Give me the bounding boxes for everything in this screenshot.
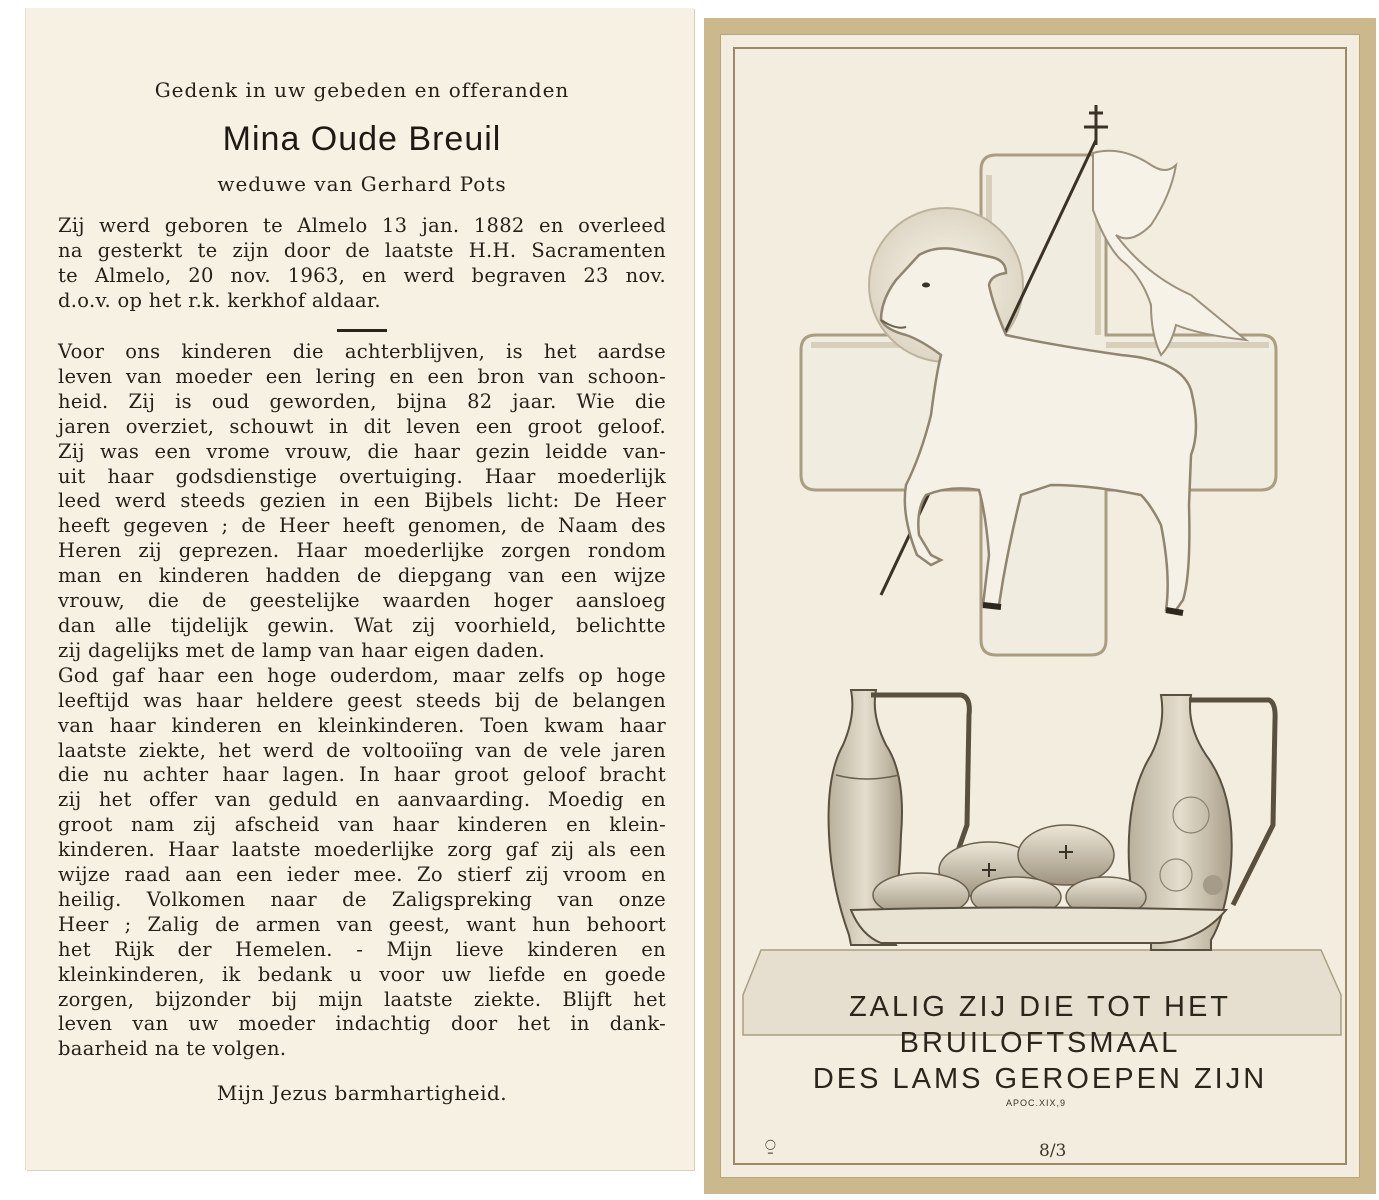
staff-cross-icon <box>1084 105 1108 145</box>
scripture-reference: APOC.XIX,9 <box>1006 1098 1067 1108</box>
text-line: man en kinderen hadden de diepgang van een wijze <box>58 564 666 588</box>
text-line: Heer ; Zalig de armen van geest, want hun behoort <box>58 912 666 936</box>
text-line: leven van uw moeder indachtig door het in dank- <box>58 1012 666 1036</box>
text-line: groot nam zij afscheid van haar kinderen en klein- <box>58 813 666 837</box>
text-line: baarheid na te volgen. <box>58 1037 287 1061</box>
text-line: zij dagelijks met de lamp van haar eigen daden. <box>58 638 546 662</box>
text-line: kleinkinderen, ik bedank u voor uw liefde en goede <box>58 962 666 986</box>
motto-line-1: ZALIG ZIJ DIE TOT HET <box>848 991 1232 1023</box>
memorial-text-card <box>26 8 694 1170</box>
text-line: jaren overziet, schouwt in dit leven een groot geloof. <box>58 414 666 438</box>
text-line: Voor ons kinderen die achterblijven, is het aardse <box>58 340 666 363</box>
motto-line-3: DES LAMS GEROEPEN ZIJN <box>812 1063 1268 1095</box>
deceased-name: Mina Oude Breuil <box>222 120 502 158</box>
text-line: leeftijd was haar heldere geest steeds bij de belangen <box>58 688 666 712</box>
bio-line: na gesterkt te zijn door de laatste H.H. Sacramenten <box>58 239 666 262</box>
divider-rule <box>337 329 387 332</box>
scripture-motto <box>721 990 1359 1096</box>
text-line: zorgen, bijzonder bij mijn laatste ziekte. Blijft het <box>58 987 666 1011</box>
text-line: zij het offer van geduld en aanvaarding. Moedig en <box>58 788 666 812</box>
publisher-monogram-icon: ⍜ <box>765 1135 776 1156</box>
motto-line-2: BRUILOFTSMAAL <box>899 1027 1181 1059</box>
card-number: 8/3 <box>1039 1141 1067 1161</box>
text-line: wijze raad aan een ieder mee. Zo stierf zij vroom en <box>58 863 666 887</box>
devotional-image-card <box>704 18 1376 1194</box>
text-line: dan alle tijdelijk gewin. Wat zij voorhield, belichtte <box>58 613 666 637</box>
text-line: heid. Zij is oud geworden, bijna 82 jaar. Wie die <box>58 389 666 413</box>
widow-line: weduwe van Gerhard Pots <box>217 172 507 196</box>
victory-banner <box>1093 151 1246 355</box>
text-line: uit haar godsdienstige overtuiging. Haar moederlijk <box>58 464 666 488</box>
text-line: Heren zij geprezen. Haar moederlijke zorgen rondom <box>58 539 666 563</box>
image-card-inner <box>720 34 1360 1178</box>
text-line: vrouw, die de geestelijke waarden hoger aansloeg <box>58 589 666 613</box>
text-line: heilig. Volkomen naar de Zaligspreking van onze <box>58 887 666 911</box>
text-line: van haar kinderen en kleinkinderen. Toen kwam haar <box>58 713 666 737</box>
text-line: kinderen. Haar laatste moederlijke zorg gaf zij als een <box>58 838 666 862</box>
text-line: het Rijk der Hemelen. - Mijn lieve kinderen en <box>58 937 666 961</box>
text-line: die nu achter haar lagen. In haar groot geloof bracht <box>58 763 666 787</box>
bio-line: d.o.v. op het r.k. kerkhof aldaar. <box>58 289 381 312</box>
prayer-request-line: Gedenk in uw gebeden en offeranden <box>154 78 570 102</box>
remembrance-text <box>58 340 666 1062</box>
text-line: Zij was een vrome vrouw, die haar gezin leidde van- <box>58 439 666 463</box>
bio-line: Zij werd geboren te Almelo 13 jan. 1882 en overleed <box>58 214 666 237</box>
bio-line: te Almelo, 20 nov. 1963, en werd begraven 23 nov. <box>58 264 666 287</box>
text-line: heeft gegeven ; de Heer heeft genomen, de Naam des <box>58 514 666 538</box>
biography-paragraph <box>58 213 666 313</box>
memorial-text-area <box>58 8 666 1170</box>
text-line: laatste ziekte, het werd de voltooiïng van de vele jaren <box>58 738 666 762</box>
closing-prayer: Mijn Jezus barmhartigheid. <box>216 1081 508 1105</box>
text-line: leven van moeder een lering en een bron van schoon- <box>58 364 666 388</box>
text-line: God gaf haar een hoge ouderdom, maar zelfs op hoge <box>58 663 666 687</box>
text-line: leed werd steeds gezien in een Bijbels licht: De Heer <box>58 489 666 513</box>
